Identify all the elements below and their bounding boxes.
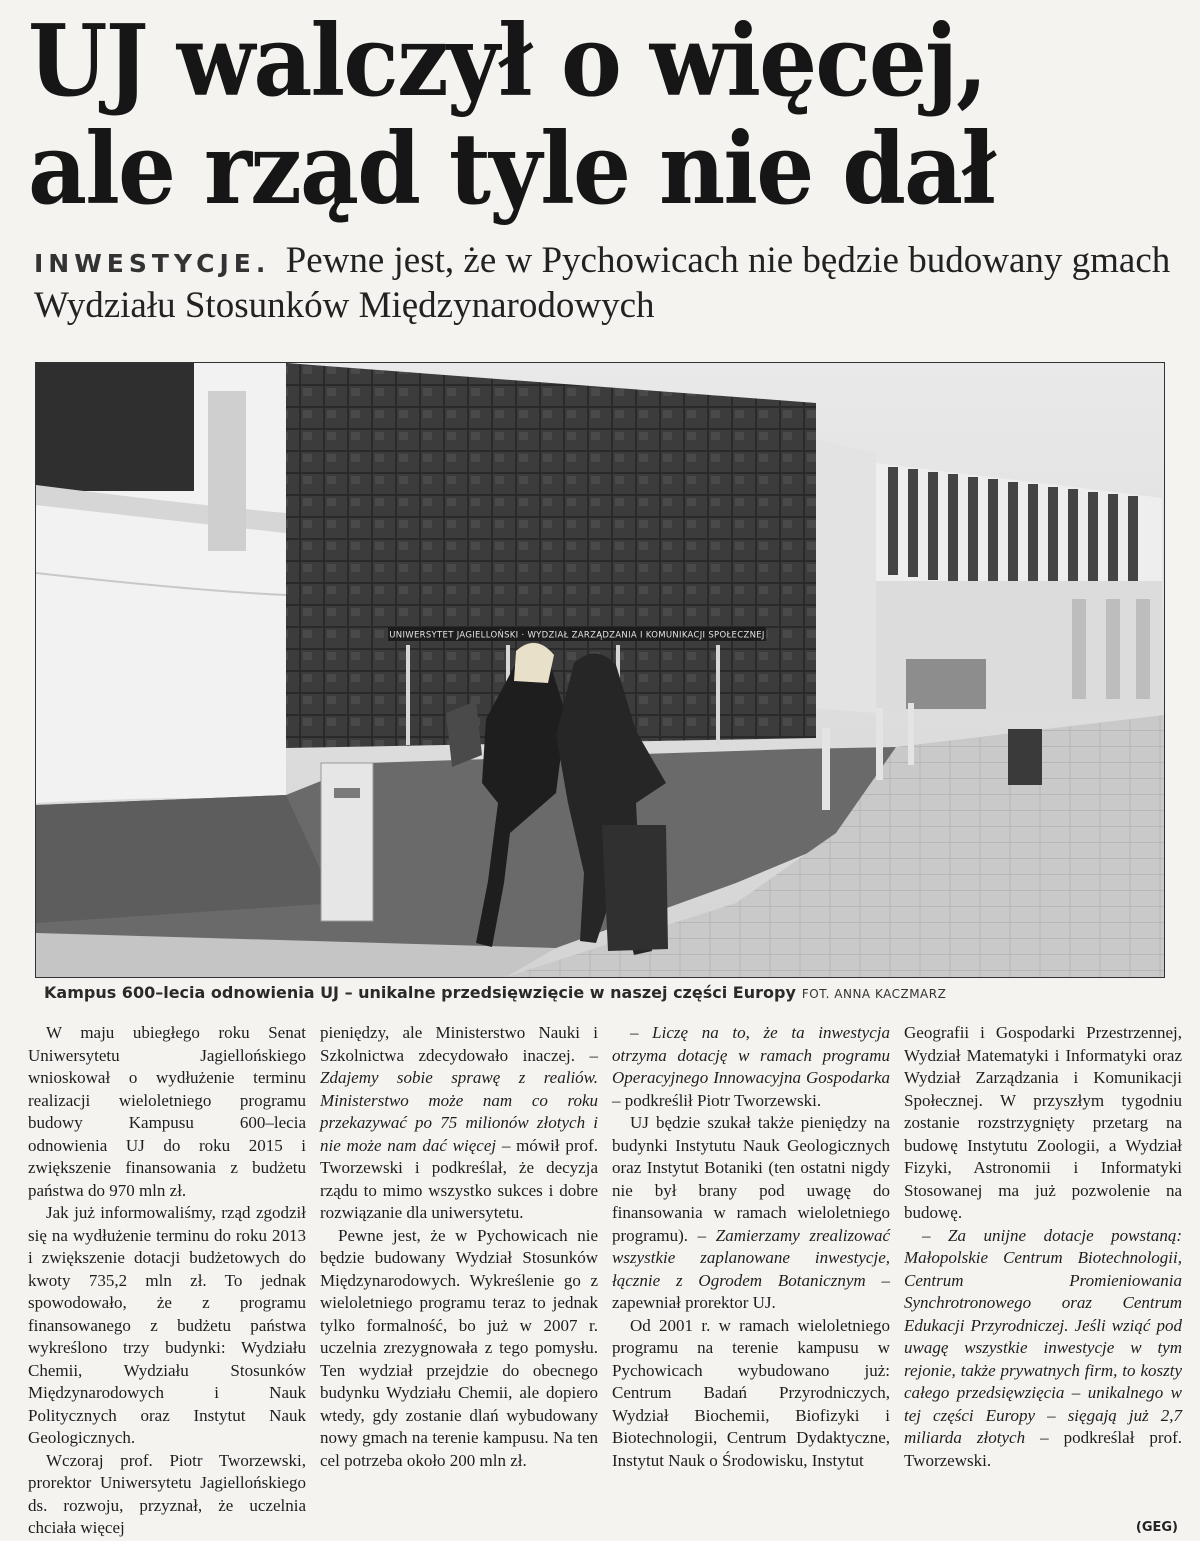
section-kicker: INWESTYCJE. <box>34 249 271 278</box>
paragraph-text: – <box>630 1023 653 1042</box>
paragraph <box>28 1450 306 1540</box>
caption-text: Kampus 600–lecia odnowienia UJ – unikalne przedsięwzięcie w naszej części Europy <box>44 983 796 1002</box>
quote-text: Zdajemy sobie sprawę z realiów. Ministerstwo może nam co roku przekazywać po 75 milionów złotych i nie może nam dać więcej <box>320 1068 598 1155</box>
author-signature: (GEG) <box>1135 1520 1178 1535</box>
paragraph-text: Wczoraj prof. Piotr Tworzewski, prorektor Uniwersytetu Jagiellońskiego ds. rozwoju, przyznał, że uczelnia chciała więcej <box>28 1450 306 1537</box>
paragraph-tail: – podkreślił Piotr Tworzewski. <box>612 1090 822 1110</box>
headline-line-1: UJ walczył o więcej, <box>28 4 987 119</box>
lead-text: Pewne jest, że w Pychowicach nie będzie budowany gmach Wydziału Stosunków Międzynarodowych <box>34 240 1171 326</box>
text-column-2 <box>320 1022 598 1522</box>
paragraph-text: W maju ubiegłego roku Senat Uniwersytetu Jagiellońskiego wnioskował o wydłużenie terminu realizacji wieloletniego programu budowy Kampusu 600–lecia odnowienia UJ do roku 2015 i zwiększenie finansowania z budżetu państwa do 970 mln zł. <box>28 1023 306 1200</box>
paragraph <box>612 1315 890 1473</box>
quote-text: Za unijne dotacje powstaną: Małopolskie Centrum Biotechnologii, Centrum Promieniowania Synchrotronowego oraz Centrum Edukacji Przyrodniczej. Jeśli wziąć pod uwagę wszystkie inwestycje w tym rejonie, także prywatnych firm, to koszty całego przedsięwzięcia – unikalnego w tej części Europy – sięgają już 2,7 miliarda złotych <box>904 1225 1182 1447</box>
campus-photo-graphic <box>36 363 1164 977</box>
headline-line-2: ale rząd tyle nie dał <box>28 112 995 227</box>
quote-text: Zamierzamy zrealizować wszystkie zaplanowane inwestycje, łącznie z Ogrodem Botanicznym <box>612 1225 890 1290</box>
paragraph <box>904 1022 1182 1225</box>
building-sign: UNIWERSYTET JAGIELLOŃSKI · WYDZIAŁ ZARZĄDZANIA I KOMUNIKACJI SPOŁECZNEJ <box>389 630 765 641</box>
paragraph-text: Geografii i Gospodarki Przestrzennej, Wydział Matematyki i Informatyki oraz Wydział Zarządzania i Komunikacji Społecznej. W przyszłym tygodniu zostanie rozstrzygnięty przetarg na budowę Instytutu Zoologii, a Wydział Fizyki, Astronomii i Informatyki Stosowanej ma już pozwolenie na budowę. <box>904 1023 1182 1222</box>
paragraph <box>612 1022 890 1112</box>
paragraph <box>612 1112 890 1315</box>
text-column-1 <box>28 1022 306 1537</box>
paragraph <box>28 1022 306 1202</box>
paragraph-text: UJ będzie szukał także pieniędzy na budynki Instytutu Nauk Geologicznych oraz Instytut Botaniki (ten ostatni nigdy nie był brany pod uwagę do finansowania w ramach wieloletniego programu). – <box>612 1113 890 1245</box>
text-column-3 <box>612 1022 890 1522</box>
text-column-4 <box>904 1022 1182 1522</box>
low-white-wing <box>811 438 876 713</box>
paragraph-text: pieniędzy, ale Ministerstwo Nauki i Szkolnictwa zdecydowało inaczej. – <box>320 1023 598 1065</box>
paragraph-text: Pewne jest, że w Pychowicach nie będzie budowany Wydział Stosunków Międzynarodowych. Wykreślenie go z wieloletniego programu teraz to jednak tylko formalność, bo już w 2007 r. uczelnia zrezygnowała z tego pomysłu. Ten wydział przejdzie do obecnego budynku Wydziału Chemii, ale dopiero wtedy, gdy zostanie dlań wybudowany nowy gmach na terenie kampusu. Na ten cel potrzeba około 200 mln zł. <box>320 1225 598 1470</box>
quote-text: Liczę na to, że ta inwestycja otrzyma dotację w ramach programu Operacyjnego Innowacyjna Gospodarka <box>612 1023 890 1087</box>
paragraph-tail: – podkreślał prof. Tworzewski. <box>904 1428 1182 1470</box>
paragraph-text: Jak już informowaliśmy, rząd zgodził się na wydłużenie terminu do roku 2013 i zwiększenie dotacji budżetowych do kwoty 735,2 mln zł. To jednak spowodowało, że z programu finansowanego z budżetu państwa wykreślono trzy budynki: Wydziału Chemii, Wydziału Stosunków Międzynarodowych i Nauk Politycznych oraz Instytut Nauk Geologicznych. <box>28 1203 306 1447</box>
round-white-building-left <box>36 363 286 803</box>
photo-credit: FOT. ANNA KACZMARZ <box>801 987 947 1001</box>
paragraph <box>904 1225 1182 1473</box>
paragraph <box>320 1022 598 1225</box>
campus-photo <box>35 362 1165 978</box>
paragraph <box>320 1225 598 1473</box>
photo-caption <box>44 982 1174 1005</box>
paragraph-text: – <box>922 1225 949 1245</box>
paragraph-tail: – zapewniał prorektor UJ. <box>612 1270 891 1312</box>
paragraph-tail: – mówił prof. Tworzewski i podkreślał, że decyzja rządu to mimo wszystko sukces i dobre rozwiązanie dla uniwersytetu. <box>320 1135 598 1222</box>
paragraph <box>28 1202 306 1450</box>
white-building-right <box>876 463 1162 711</box>
lead-paragraph <box>34 240 1174 327</box>
paragraph-text: Od 2001 r. w ramach wieloletniego programu na terenie kampusu w Pychowicach wybudowano już: Centrum Badań Przyrodniczych, Wydział Biochemii, Biofizyki i Biotechnologii, Centrum Dydaktyczne, Instytut Nauk o Środowisku, Instytut <box>612 1315 890 1470</box>
headline <box>28 4 1178 227</box>
